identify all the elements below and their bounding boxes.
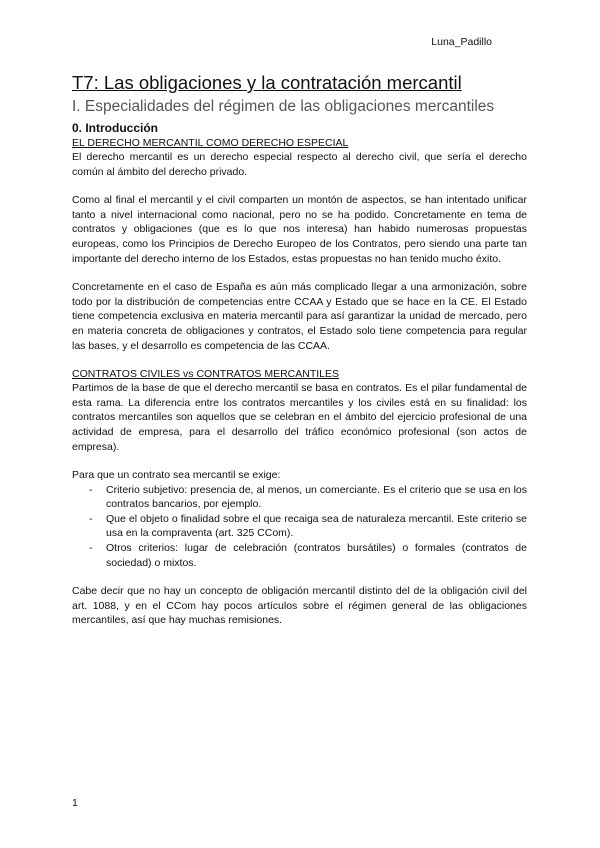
paragraph: Concretamente en el caso de España es aún más complicado llegar a una armonización, sobre todo por la distribución de competencias entre CCAA y Estado que se hace en la CE. El Estado tiene competencia exclusiva en materia mercantil para así garantizar la unidad de mercado, pero en materia concreta de obligaciones y contratos, el Estado solo tiene competencia para regular las bases, y el desarrollo es competencia de las CCAA. [72, 281, 527, 352]
subheading-derecho-especial: EL DERECHO MERCANTIL COMO DERECHO ESPECIAL [72, 137, 349, 149]
page-title: T7: Las obligaciones y la contratación mercantil [72, 72, 462, 93]
paragraph: Como al final el mercantil y el civil comparten un montón de aspectos, se han intentado unificar tanto a nivel internacional como nacional, pero no se ha podido. Concretamente en tema de contratos y obligaciones (que es lo que nos interesa) han habido numerosas propuestas europeas, como los Principios de Derecho Europeo de los Contratos, pero siendo una parte tan importante del derecho interno de los Estados, estas propuestas no han tenido mucho éxito. [72, 194, 527, 265]
subheading-contratos: CONTRATOS CIVILES vs CONTRATOS MERCANTILES [72, 368, 340, 381]
criteria-intro: Para que un contrato sea mercantil se exige: [72, 469, 281, 482]
list-item: - Otros criterios: lugar de celebración (contratos bursátiles) o formales (contratos de sociedad) o mixtos. [106, 541, 527, 570]
criteria-list [72, 483, 527, 571]
paragraph: Partimos de la base de que el derecho mercantil se basa en contratos. Es el pilar fundamental de esta rama. La diferencia entre los contratos mercantiles y los civiles está en su finalidad: los contratos mercantiles son aquellos que se celebran en el ámbito del ejercicio profesional de una actividad de empresa, para el desarrollo del tráfico económico profesional (son actos de empresa). [72, 382, 527, 453]
closing-paragraph: Cabe decir que no hay un concepto de obligación mercantil distinto del de la obligación civil del art. 1088, y en el CCom hay pocos artículos sobre el régimen general de las obligaciones mercantiles, así que hay muchas remisiones. [72, 585, 527, 627]
page-content [72, 72, 527, 628]
page-subtitle: I. Especialidades del régimen de las obligaciones mercantiles [72, 98, 495, 115]
list-item: - Que el objeto o finalidad sobre el que recaiga sea de naturaleza mercantil. Este criterio se usa en la compraventa (art. 325 CCom). [106, 512, 527, 541]
list-item: - Criterio subjetivo: presencia de, al menos, un comerciante. Es el criterio que se usa en los contratos bancarios, por ejemplo. [106, 483, 527, 512]
page-number: 1 [72, 797, 78, 809]
author-header: Luna_Padillo [431, 36, 492, 48]
paragraph: El derecho mercantil es un derecho especial respecto al derecho civil, que sería el derecho común al ámbito del derecho privado. [72, 151, 527, 178]
section-heading: 0. Introducción [72, 121, 159, 135]
